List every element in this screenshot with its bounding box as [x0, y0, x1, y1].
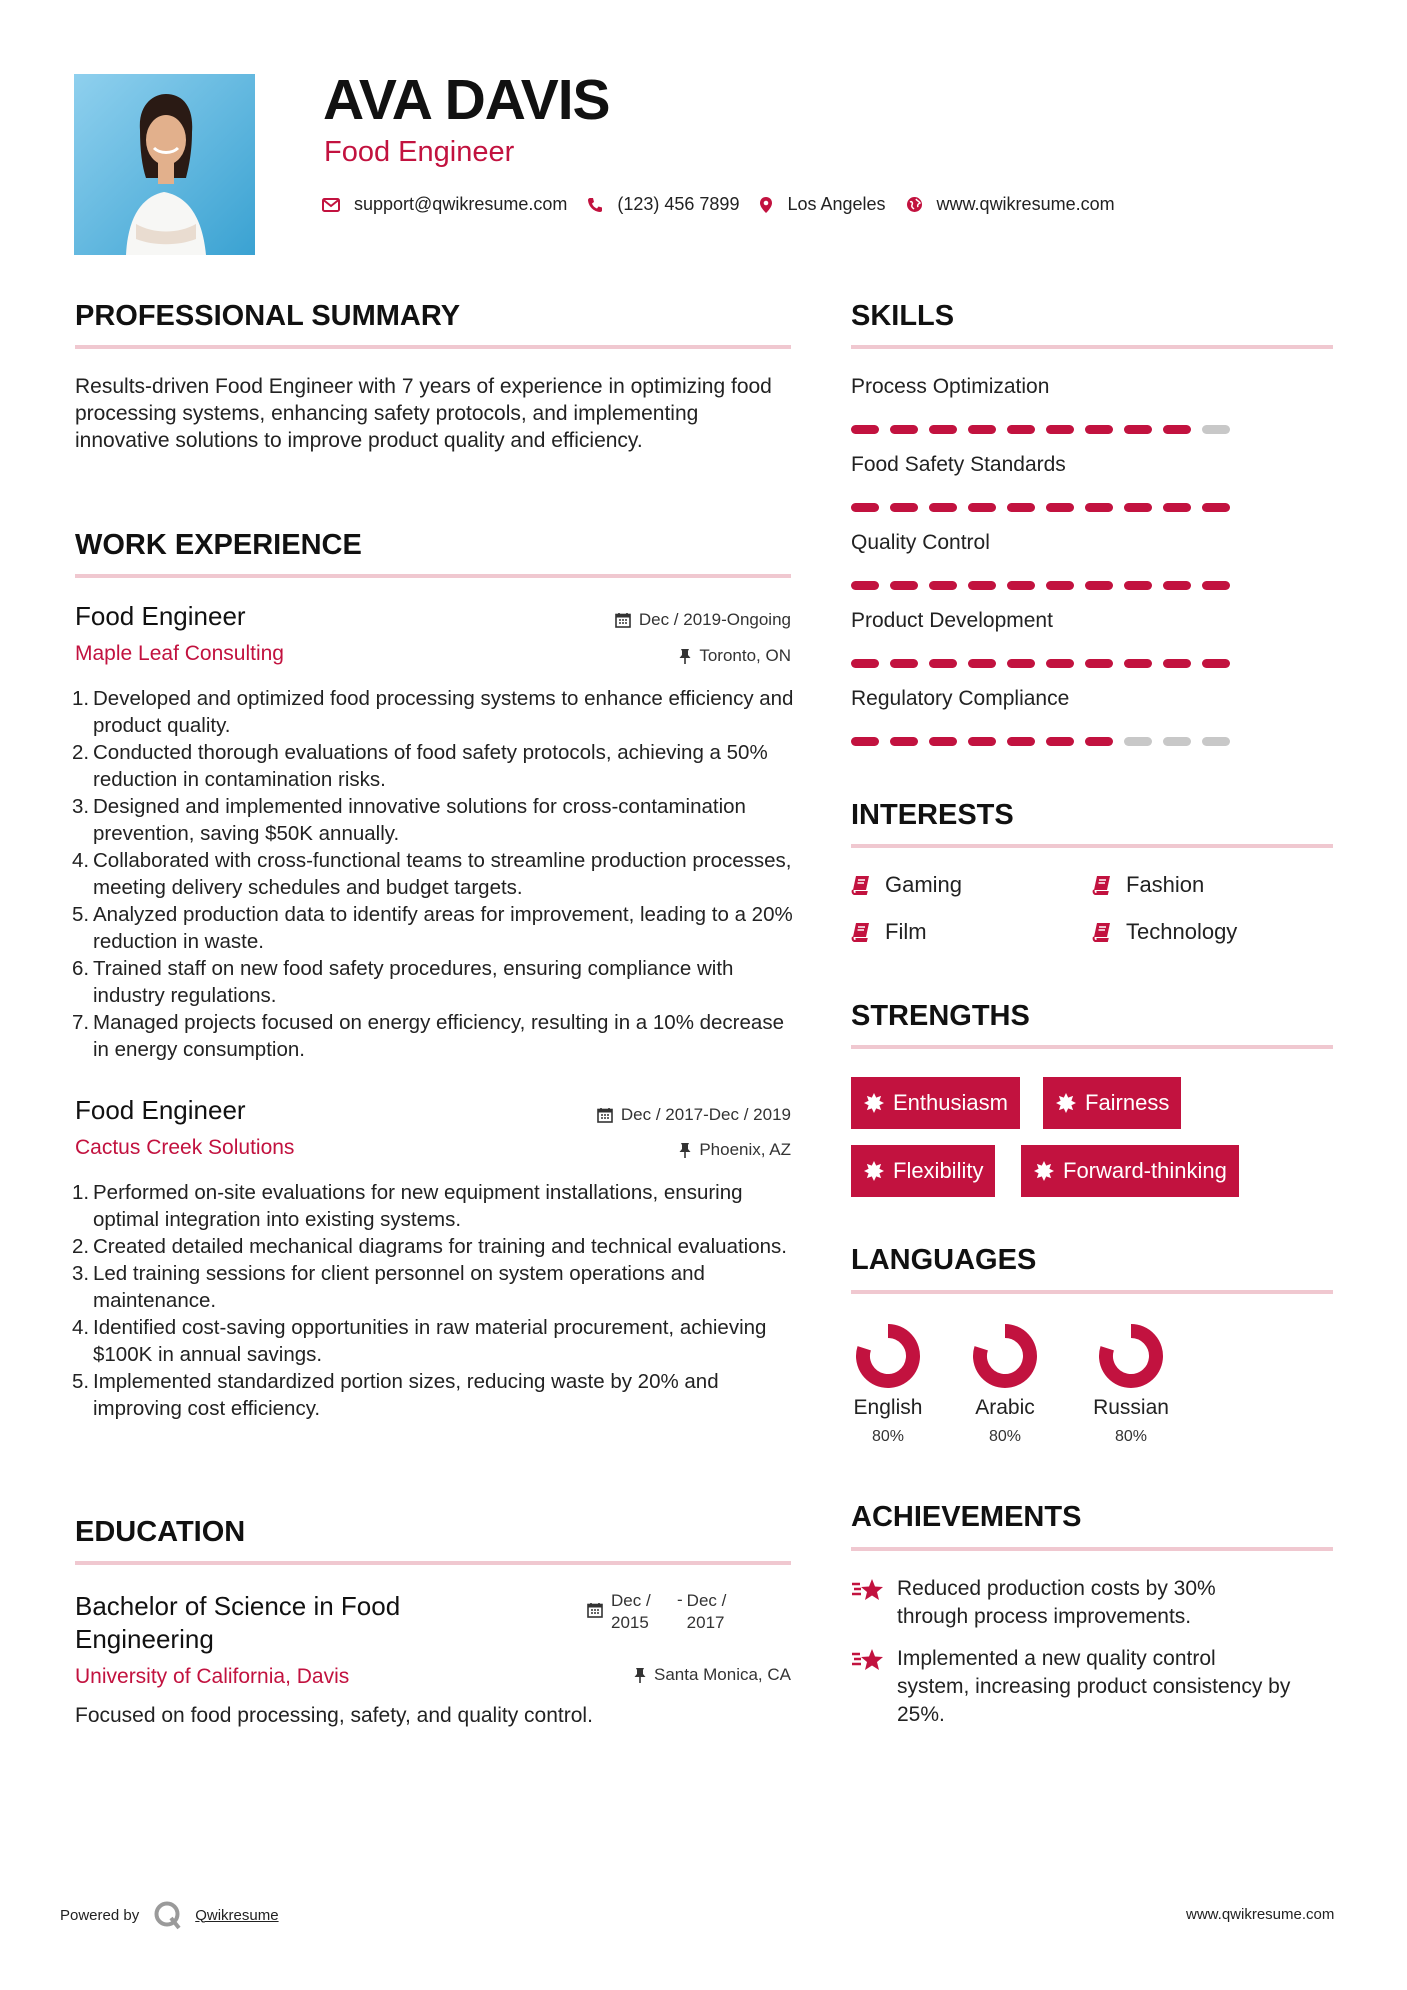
rating-dash-filled	[1046, 737, 1074, 746]
rating-dash-filled	[1007, 425, 1035, 434]
powered-by-label: Powered by	[60, 1906, 140, 1924]
language-item	[838, 1322, 938, 1446]
contact-phone-text: (123) 456 7899	[617, 194, 740, 214]
shooting-star-icon	[851, 1577, 885, 1603]
strength-label: Enthusiasm	[893, 1090, 1008, 1115]
rating-dash-filled	[1007, 737, 1035, 746]
education-rule	[75, 1561, 791, 1565]
achievement-text: Implemented a new quality control system, increasing product consistency by 25%.	[897, 1647, 1291, 1726]
contact-location	[759, 194, 885, 215]
qwikresume-logo-icon	[153, 1900, 183, 1930]
skill-rating	[851, 659, 1241, 668]
rating-dash-filled	[929, 659, 957, 668]
job-company: Cactus Creek Solutions	[75, 1136, 295, 1159]
list-item: Developed and optimized food processing systems to enhance efficiency and product quality.	[93, 687, 794, 737]
language-level-arc	[980, 1331, 1030, 1381]
rating-dash-filled	[929, 581, 957, 590]
rating-dash-filled	[851, 659, 879, 668]
strength-label: Forward-thinking	[1063, 1158, 1227, 1183]
rating-dash-filled	[1085, 737, 1113, 746]
rating-dash-filled	[1085, 425, 1113, 434]
candidate-name: AVA DAVIS	[323, 68, 610, 132]
pushpin-icon	[634, 1667, 646, 1683]
rating-dash-filled	[1202, 503, 1230, 512]
candidate-role: Food Engineer	[324, 136, 515, 168]
rating-dash-filled	[1085, 659, 1113, 668]
starburst-icon	[864, 1161, 884, 1181]
rating-dash-filled	[929, 425, 957, 434]
rating-dash-empty	[1163, 737, 1191, 746]
rating-dash-filled	[968, 659, 996, 668]
interest-label: Gaming	[885, 872, 963, 897]
calendar-icon	[597, 1107, 613, 1123]
calendar-icon	[587, 1602, 603, 1618]
profile-photo	[74, 74, 255, 255]
rating-dash-filled	[851, 737, 879, 746]
rating-dash-filled	[968, 425, 996, 434]
strengths-rule	[851, 1045, 1333, 1049]
language-level: 80%	[1114, 1428, 1148, 1445]
education-degree: Bachelor of Science in Food Engineering	[75, 1591, 401, 1654]
interests-heading: INTERESTS	[851, 799, 1014, 831]
calendar-icon	[615, 612, 631, 628]
list-item: Implemented standardized portion sizes, reducing waste by 20% and improving cost efficiency.	[93, 1370, 719, 1420]
rating-dash-filled	[1085, 503, 1113, 512]
skill-label: Food Safety Standards	[851, 453, 1066, 476]
pushpin-icon	[679, 1142, 691, 1158]
achievements-heading: ACHIEVEMENTS	[851, 1501, 1082, 1533]
strength-label: Fairness	[1085, 1090, 1170, 1115]
skills-heading: SKILLS	[851, 300, 955, 332]
rating-dash-filled	[1046, 503, 1074, 512]
list-item: Performed on-site evaluations for new equipment installations, ensuring optimal integration into existing systems.	[93, 1181, 743, 1231]
rating-dash-filled	[890, 425, 918, 434]
rating-dash-filled	[1163, 581, 1191, 590]
interest-label: Technology	[1126, 919, 1238, 944]
rating-dash-filled	[890, 503, 918, 512]
language-name: Russian	[1093, 1396, 1169, 1419]
contact-bar	[322, 194, 1135, 215]
job-title: Food Engineer	[75, 1095, 246, 1125]
language-level-arc	[1106, 1331, 1156, 1381]
language-name: English	[853, 1396, 923, 1419]
book-icon	[1092, 922, 1112, 942]
rating-dash-filled	[968, 581, 996, 590]
contact-location-text: Los Angeles	[787, 194, 886, 214]
skill-rating	[851, 425, 1241, 434]
education-location-text: Santa Monica, CA	[653, 1665, 791, 1684]
rating-dash-filled	[890, 581, 918, 590]
rating-dash-filled	[929, 737, 957, 746]
interest-item	[1092, 919, 1237, 945]
skill-label: Product Development	[851, 609, 1053, 632]
rating-dash-filled	[1007, 659, 1035, 668]
language-level-arc	[863, 1331, 913, 1381]
rating-dash-filled	[968, 503, 996, 512]
achievements-rule	[851, 1547, 1333, 1551]
interest-item	[1092, 872, 1204, 898]
list-item: Analyzed production data to identify areas for improvement, leading to a 20% reduction in waste.	[93, 903, 793, 953]
rating-dash-filled	[1163, 659, 1191, 668]
rating-dash-filled	[1163, 503, 1191, 512]
phone-icon	[587, 197, 603, 213]
job-location	[679, 646, 791, 666]
rating-dash-filled	[1046, 659, 1074, 668]
job-location-text: Toronto, ON	[699, 646, 791, 665]
rating-dash-empty	[1202, 737, 1230, 746]
interests-rule	[851, 844, 1333, 848]
languages-rule	[851, 1290, 1333, 1294]
list-item: Trained staff on new food safety procedures, ensuring compliance with industry regulations.	[93, 957, 734, 1007]
job-title: Food Engineer	[75, 601, 246, 631]
starburst-icon	[1056, 1093, 1076, 1113]
rating-dash-filled	[1124, 659, 1152, 668]
contact-phone[interactable]	[587, 194, 739, 215]
education-end: Dec / 2017	[686, 1591, 727, 1632]
summary-text: Results-driven Food Engineer with 7 years of experience in optimizing food processing systems, enhancing safety protocols, and implementing innovative solutions to improve product quality and efficiency.	[75, 375, 772, 452]
starburst-icon	[1034, 1161, 1054, 1181]
rating-dash-filled	[851, 503, 879, 512]
interest-label: Fashion	[1126, 872, 1205, 897]
experience-rule	[75, 574, 791, 578]
list-item: Led training sessions for client personnel on system operations and maintenance.	[93, 1262, 705, 1312]
language-name: Arabic	[975, 1396, 1035, 1419]
rating-dash-filled	[1085, 581, 1113, 590]
rating-dash-filled	[1007, 503, 1035, 512]
rating-dash-filled	[890, 659, 918, 668]
job-location-text: Phoenix, AZ	[699, 1140, 791, 1159]
pushpin-icon	[679, 648, 691, 664]
language-ring	[854, 1322, 922, 1390]
achievement-text: Reduced production costs by 30% through process improvements.	[897, 1577, 1216, 1628]
rating-dash-filled	[1007, 581, 1035, 590]
interest-item	[851, 872, 962, 898]
footer-powered-by	[60, 1900, 279, 1930]
rating-dash-filled	[890, 737, 918, 746]
rating-dash-filled	[851, 581, 879, 590]
shooting-star-icon	[851, 1647, 885, 1673]
skills-rule	[851, 345, 1333, 349]
job-bullets	[75, 685, 803, 1063]
list-item: Collaborated with cross-functional teams to streamline production processes, meeting delivery schedules and budget targets.	[93, 849, 792, 899]
book-icon	[851, 875, 871, 895]
job-bullets	[75, 1179, 803, 1422]
job-dates	[615, 610, 791, 630]
strength-badge	[851, 1145, 995, 1197]
skill-rating	[851, 581, 1241, 590]
contact-website-text: www.qwikresume.com	[936, 194, 1115, 214]
job-company: Maple Leaf Consulting	[75, 642, 284, 665]
education-school: University of California, Davis	[75, 1665, 350, 1688]
book-icon	[851, 922, 871, 942]
qwikresume-link[interactable]: Qwikresume	[195, 1906, 279, 1924]
footer-website[interactable]: www.qwikresume.com	[1186, 1906, 1335, 1923]
achievement-item	[851, 1575, 1291, 1631]
rating-dash-filled	[929, 503, 957, 512]
strength-label: Flexibility	[893, 1158, 984, 1183]
map-pin-icon	[759, 196, 773, 214]
globe-icon	[906, 196, 923, 213]
skill-label: Quality Control	[851, 531, 990, 554]
rating-dash-filled	[1202, 581, 1230, 590]
list-item: Conducted thorough evaluations of food safety protocols, achieving a 50% reduction in contamination risks.	[93, 741, 768, 791]
rating-dash-filled	[1163, 425, 1191, 434]
contact-website[interactable]	[906, 194, 1115, 215]
job-location	[679, 1140, 791, 1160]
skill-label: Process Optimization	[851, 375, 1050, 398]
book-icon	[1092, 875, 1112, 895]
language-item	[1081, 1322, 1181, 1446]
interest-label: Film	[885, 919, 927, 944]
rating-dash-filled	[1124, 503, 1152, 512]
language-item	[955, 1322, 1055, 1446]
rating-dash-filled	[1046, 581, 1074, 590]
strength-badge	[851, 1077, 1020, 1129]
languages-heading: LANGUAGES	[851, 1244, 1037, 1276]
rating-dash-filled	[851, 425, 879, 434]
education-location	[634, 1665, 791, 1685]
summary-heading: PROFESSIONAL SUMMARY	[75, 300, 461, 332]
starburst-icon	[864, 1093, 884, 1113]
rating-dash-filled	[1124, 425, 1152, 434]
strength-badge	[1043, 1077, 1181, 1129]
education-dates	[587, 1590, 743, 1634]
education-heading: EDUCATION	[75, 1516, 246, 1548]
envelope-icon	[322, 198, 340, 212]
list-item: Identified cost-saving opportunities in raw material procurement, achieving $100K in annual savings.	[93, 1316, 767, 1366]
list-item: Designed and implemented innovative solutions for cross-contamination prevention, saving $50K annually.	[93, 795, 746, 845]
strength-badge	[1021, 1145, 1239, 1197]
interest-item	[851, 919, 927, 945]
list-item: Created detailed mechanical diagrams for training and technical evaluations.	[93, 1235, 787, 1258]
date-separator: -	[677, 1590, 683, 1609]
rating-dash-empty	[1124, 737, 1152, 746]
language-ring	[971, 1322, 1039, 1390]
list-item: Managed projects focused on energy efficiency, resulting in a 10% decrease in energy consumption.	[93, 1011, 784, 1061]
job-dates-text: Dec / 2017-Dec / 2019	[620, 1105, 791, 1124]
skill-label: Regulatory Compliance	[851, 687, 1070, 710]
education-description: Focused on food processing, safety, and quality control.	[75, 1704, 593, 1727]
job-dates-text: Dec / 2019-Ongoing	[638, 610, 791, 629]
contact-email[interactable]	[322, 194, 567, 215]
rating-dash-filled	[1202, 659, 1230, 668]
skill-rating	[851, 503, 1241, 512]
summary-rule	[75, 345, 791, 349]
education-start: Dec / 2015	[611, 1591, 651, 1632]
experience-heading: WORK EXPERIENCE	[75, 529, 362, 561]
rating-dash-filled	[1046, 425, 1074, 434]
achievement-item	[851, 1645, 1291, 1729]
language-level: 80%	[988, 1428, 1022, 1445]
language-ring	[1097, 1322, 1165, 1390]
strengths-heading: STRENGTHS	[851, 1000, 1030, 1032]
skill-rating	[851, 737, 1241, 746]
rating-dash-filled	[968, 737, 996, 746]
language-level: 80%	[871, 1428, 905, 1445]
rating-dash-filled	[1124, 581, 1152, 590]
rating-dash-empty	[1202, 425, 1230, 434]
contact-email-text: support@qwikresume.com	[354, 194, 568, 214]
job-dates	[597, 1105, 791, 1125]
